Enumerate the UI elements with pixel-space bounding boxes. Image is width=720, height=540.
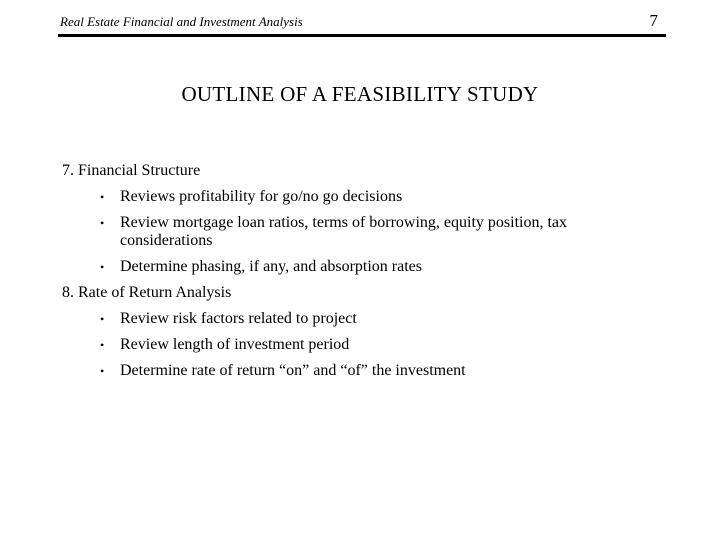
bullet-text: Determine rate of return “on” and “of” the investment (120, 362, 466, 379)
bullet-item (62, 336, 630, 354)
bullet-text: Determine phasing, if any, and absorption rates (120, 258, 422, 275)
section-rate-of-return (62, 284, 662, 380)
bullet-item (62, 188, 630, 206)
bullet-item (62, 362, 630, 380)
bullet-dot-icon: • (100, 260, 105, 274)
bullet-text: Review length of investment period (120, 336, 350, 353)
bullet-text: Review risk factors related to project (120, 310, 357, 327)
bullet-item (62, 310, 630, 328)
slide-title: OUTLINE OF A FEASIBILITY STUDY (181, 82, 539, 106)
bullet-list (62, 188, 662, 276)
bullet-text: Review mortgage loan ratios, terms of borrowing, equity position, tax considerations (120, 214, 568, 249)
section-financial-structure (62, 162, 662, 276)
bullet-dot-icon: • (100, 312, 105, 326)
page-number: 7 (649, 11, 658, 30)
header-title: Real Estate Financial and Investment Analysis (60, 14, 303, 29)
bullet-item (62, 258, 630, 276)
section-heading: 7. Financial Structure (62, 162, 201, 179)
section-heading: 8. Rate of Return Analysis (62, 284, 232, 301)
outline-content (62, 162, 662, 388)
bullet-dot-icon: • (100, 216, 105, 230)
bullet-list (62, 310, 662, 380)
bullet-dot-icon: • (100, 364, 105, 378)
bullet-item (62, 214, 630, 250)
bullet-dot-icon: • (100, 190, 105, 204)
header-rule (58, 34, 666, 37)
bullet-text: Reviews profitability for go/no go decisions (120, 188, 403, 205)
bullet-dot-icon: • (100, 338, 105, 352)
